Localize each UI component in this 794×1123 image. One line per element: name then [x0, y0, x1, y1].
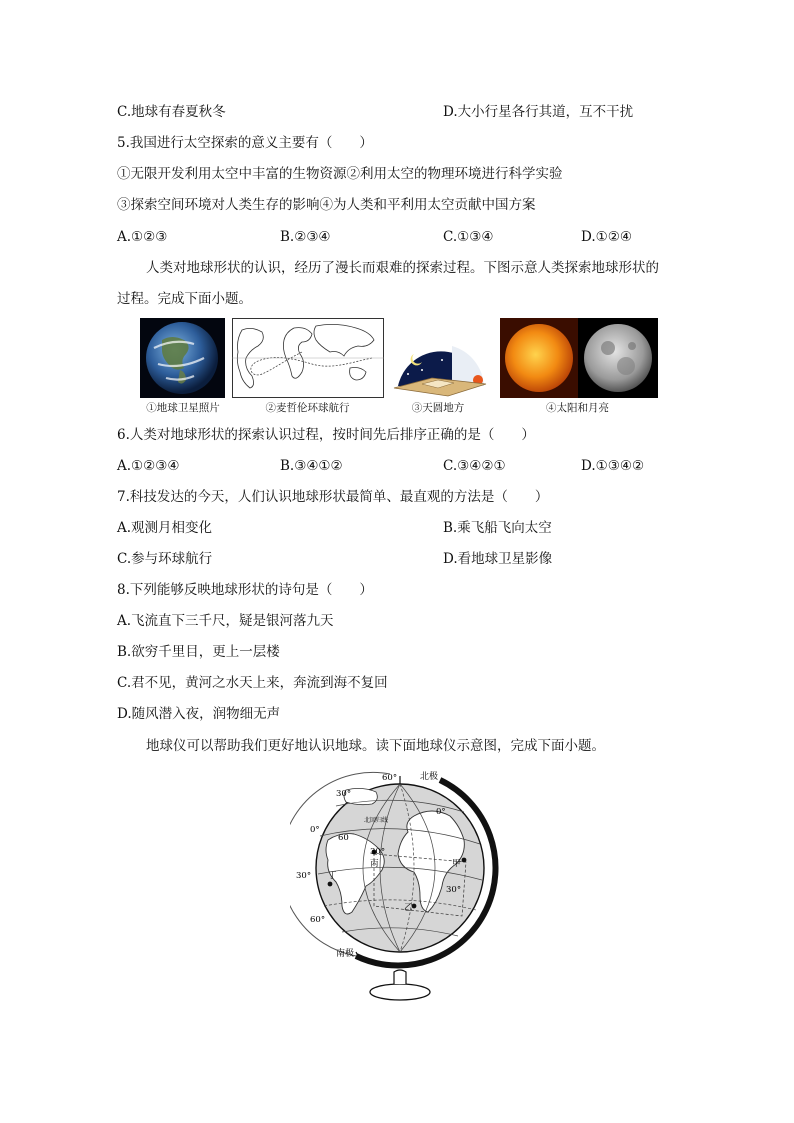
- q5-statement-line1: ①无限开发利用太空中丰富的生物资源②利用太空的物理环境进行科学实验: [117, 166, 563, 182]
- q7-option-c: C.参与环球航行: [117, 551, 213, 567]
- q8-option-d: D.随风潜入夜，润物细无声: [117, 706, 281, 722]
- label-lat-30-top: 30°: [336, 789, 352, 799]
- label-point-ding: 丁: [328, 871, 337, 881]
- intro1-line2: 过程。完成下面小题。: [117, 291, 252, 307]
- q5-option-c: C.①③④: [443, 229, 494, 245]
- q4-option-d: D.大小行星各行其道，互不干扰: [443, 104, 634, 120]
- earth-satellite-photo: [140, 318, 225, 398]
- q6-option-d: D.①③④②: [581, 458, 645, 474]
- label-lat-0-right: 0°: [436, 807, 446, 817]
- q6-option-c: C.③④②①: [443, 458, 506, 474]
- q6-stem: 6.人类对地球形状的探索认识过程，按时间先后排序正确的是（ ）: [117, 427, 535, 443]
- q8-option-a: A.飞流直下三千尺，疑是银河落九天: [117, 613, 334, 629]
- caption-magellan: ②麦哲伦环球航行: [265, 402, 350, 414]
- caption-sun-moon: ④太阳和月亮: [546, 402, 609, 414]
- q7-option-b: B.乘飞船飞向太空: [443, 520, 552, 536]
- q4-option-c: C.地球有春夏秋冬: [117, 104, 226, 120]
- label-lon-60: 60: [338, 833, 349, 843]
- caption-round-sky: ③天圆地方: [411, 402, 465, 414]
- round-sky-square-earth: [392, 326, 490, 398]
- q5-statement-line2: ③探索空间环境对人类生存的影响④为人类和平利用太空贡献中国方案: [117, 197, 536, 213]
- label-lat-60-bottom: 60°: [310, 915, 326, 925]
- globe-diagram: [290, 766, 510, 1008]
- q5-option-d: D.①②④: [581, 229, 632, 245]
- q7-option-d: D.看地球卫星影像: [443, 551, 553, 567]
- caption-earth-photo: ①地球卫星照片: [146, 402, 220, 414]
- intro1-line1: 人类对地球形状的认识，经历了漫长而艰难的探索过程。下图示意人类探索地球形状的: [146, 260, 659, 276]
- label-lat-0: 0°: [310, 825, 320, 835]
- label-lat-30-left: 30°: [296, 871, 312, 881]
- magellan-voyage-map: [232, 318, 384, 398]
- q5-stem: 5.我国进行太空探索的意义主要有（ ）: [117, 135, 373, 151]
- q8-option-c: C.君不见，黄河之水天上来，奔流到海不复回: [117, 675, 388, 691]
- label-point-bing: 丙: [370, 859, 379, 869]
- label-point-jia: 甲: [452, 859, 461, 869]
- q8-option-b: B.欲穷千里目，更上一层楼: [117, 644, 280, 660]
- q6-option-a: A.①②③④: [117, 458, 180, 474]
- q8-stem: 8.下列能够反映地球形状的诗句是（ ）: [117, 582, 373, 598]
- intro2-line1: 地球仪可以帮助我们更好地认识地球。读下面地球仪示意图，完成下面小题。: [146, 738, 605, 754]
- q5-option-b: B.②③④: [280, 229, 331, 245]
- q5-option-a: A.①②③: [117, 229, 168, 245]
- q6-option-b: B.③④①②: [280, 458, 343, 474]
- q7-stem: 7.科技发达的今天，人们认识地球形状最简单、最直观的方法是（ ）: [117, 489, 549, 505]
- label-north-pole: 北极: [420, 772, 439, 782]
- label-lon-30: 30°: [370, 847, 386, 857]
- sun-and-moon: [500, 318, 658, 398]
- label-lat-30-right: 30°: [446, 885, 462, 895]
- label-tropic: 北回归线: [364, 817, 389, 824]
- label-lat-60-top: 60°: [382, 773, 398, 783]
- q7-option-a: A.观测月相变化: [117, 520, 213, 536]
- label-south-pole: 南极: [336, 949, 355, 959]
- label-point-yi: 乙: [404, 903, 413, 913]
